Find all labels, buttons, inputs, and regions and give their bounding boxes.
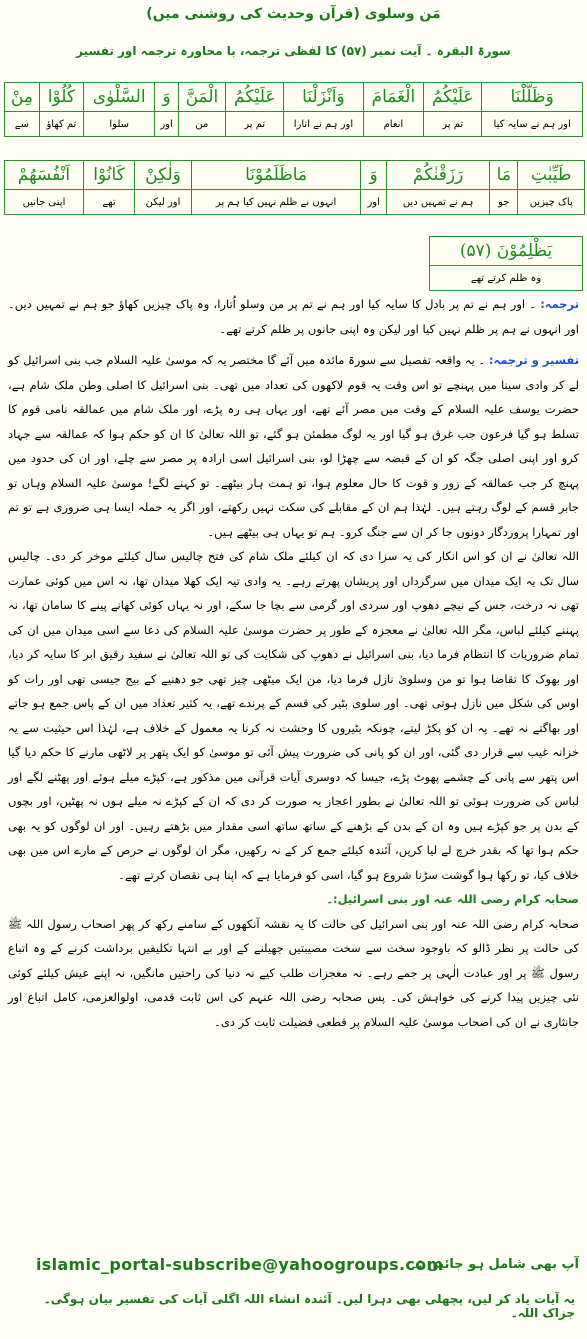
urdu-meaning: جو	[490, 190, 518, 215]
tafsir-paragraph-1: ۔ یہ واقعہ تفصیل سے سورۃ مائدہ میں آئے گا مختصر یہ کہ موسیٰ علیہ السلام جب بنی اسرائیل کو لے کر وادی سینا میں پہنچے تو اس وقت یہ قوم لاکھوں کی تعداد میں تھی۔ بنی اسرائیل کا اصلی وطن ملک شام ہے، حضرت یوسف علیہ السلام کے وقت میں مصر آئے تھے، اور یہاں ہی رہ پڑے، اور ملک شام میں عمالقہ نامی قوم کا تسلط ہو گیا فرعون جب غرق ہو گیا اور یہ لوگ مطمئن ہو گئے، تو اللہ تعالیٰ کا ان کو حکم ہوا کہ عمالقہ سے جہاد کرو اور اپنی اصلی جگہ کو ان کے قبضہ سے چھڑا لو، بنی اسرائیل اسی ارادہ پر مصر سے چلے، اور ان کی حدود میں پہنچ کر جب عمالقہ کے زور و قوت کا حال معلوم ہوا، تو ہمت ہار بیٹھے۔ تو کہنے لگے! موسیٰ علیہ السلام وہاں تو جابر قسم کے لوگ رہتے ہیں۔ لہٰذا ہم ان کے مقابلے کی سکت نہیں رکھتے، اور اگر یہ حملہ ایسا ہی ضروری ہے تو تم اور تمہارا پروردگار دونوں جا کر ان سے جنگ کرو۔ ہم تو یہاں ہی بیٹھے ہیں۔	[8, 353, 579, 539]
arabic-word: كُلُوْا	[39, 83, 83, 112]
arabic-word: الْمَنَّ	[178, 83, 225, 112]
subscribe-row	[8, 1255, 579, 1279]
urdu-meaning: تم پر	[226, 112, 284, 137]
urdu-meaning: تم کھاؤ	[39, 112, 83, 137]
urdu-meaning: اور	[155, 112, 178, 137]
arabic-row	[430, 237, 583, 266]
tafsir-section	[8, 348, 579, 1034]
arabic-word: وَظَلَّلْنَا	[482, 83, 583, 112]
arabic-word: وَ	[155, 83, 178, 112]
arabic-word: طَيِّبٰتِ	[518, 161, 585, 190]
translation-text: ۔ اور ہم نے تم پر بادل کا سایہ کیا اور ہم نے تم پر من وسلو اُتارا، وہ پاک چیزیں کھاؤ جو ہم نے تمہیں دیں۔ اور انہوں نے ہم پر ظلم نہیں کیا اور لیکن وہ اپنی جانوں پر ظلم کرتے تھے۔	[8, 297, 579, 336]
urdu-meaning: تھے	[83, 190, 134, 215]
tafsir-label: تفسیر و ترجمہ:	[488, 353, 580, 367]
arabic-row	[5, 161, 585, 190]
urdu-meaning: اور ہم نے سایہ کیا	[482, 112, 583, 137]
urdu-meaning: وہ ظلم کرتے تھے	[430, 266, 583, 291]
translation-paragraph	[8, 292, 579, 341]
urdu-meaning: اور ہم نے اتارا	[284, 112, 363, 137]
urdu-meaning: انہوں نے ظلم نہیں کیا ہم پر	[191, 190, 360, 215]
urdu-row	[430, 266, 583, 291]
arabic-word: عَلَيْكُمُ	[424, 83, 482, 112]
urdu-meaning: پاک چیزیں	[518, 190, 585, 215]
urdu-row	[5, 190, 585, 215]
translation-label: ترجمہ:	[540, 297, 579, 311]
urdu-meaning: اور	[361, 190, 387, 215]
urdu-meaning: سلوا	[83, 112, 155, 137]
arabic-word: مِنْ	[5, 83, 40, 112]
arabic-word: رَزَقْنٰكُمْ	[387, 161, 490, 190]
page-title: مَن وسلوی (قرآن وحدیث کی روشنی میں)	[146, 6, 441, 22]
arabic-word: يَظْلِمُوْنَ (۵۷)	[430, 237, 583, 266]
word-by-word-table-2	[4, 160, 585, 215]
arabic-row	[5, 83, 583, 112]
closing-note: یہ آیات یاد کر لیں، پچھلی بھی دہرا لیں۔ آئندہ انشاء اللہ اگلی آیات کی تفسیر بیان ہوگی۔ جزاک اللہ۔	[43, 1292, 575, 1320]
arabic-word: عَلَيْكُمُ	[226, 83, 284, 112]
arabic-word: وَلٰكِنْ	[135, 161, 192, 190]
subscribe-email-link[interactable]: islamic_portal-subscribe@yahoogroups.com	[36, 1255, 444, 1274]
arabic-word: الْغَمَامَ	[363, 83, 424, 112]
urdu-row	[5, 112, 583, 137]
urdu-meaning: من	[178, 112, 225, 137]
sahaba-heading: صحابہ کرام رضی اللہ عنہ اور بنی اسرائیل:۔	[326, 892, 579, 906]
page-subtitle: سورۃ البقرہ ۔ آیت نمبر (۵۷) کا لفظی ترجمہ، با محاورہ ترجمہ اور تفسیر	[76, 44, 511, 58]
join-label: آپ بھی شامل ہو جائیں :۔	[410, 1257, 579, 1272]
tafsir-paragraph-2: اللہ تعالیٰ نے ان کو اس انکار کی یہ سزا دی کہ ان کیلئے ملک شام کی فتح چالیس سال کیلئے موخر کر دی۔ چالیس سال تک یہ ایک میدان میں سرگرداں اور پریشان پھرتے رہے۔ یہ وادی تیہ ایک کھلا میدان تھا، نہ اس میں کوئی عمارت تھی نہ درخت، جس کے نیچے دھوپ اور سردی اور گرمی سے بچا جا سکے، اور نہ یہاں کوئی کھانے پینے کا سامان تھا، نہ پہننے کیلئے لباس، مگر اللہ تعالیٰ نے معجزہ کے طور پر حضرت موسیٰ علیہ السلام کی دعا سے اسی میدان میں ان کی تمام ضروریات کا انتظام فرما دیا، بنی اسرائیل نے دھوپ کی شکایت کی تو اللہ تعالیٰ نے سفید رقیق ابر کا سایہ کر دیا، اور بھوک کا تقاضا ہوا تو من وسلویٰ نازل فرما دیا، من ایک میٹھی چیز تھی جو دھنیے کے بیج جیسی تھی اور رات کو اوس کی شکل میں نازل ہوتی تھی۔ اور سلوی بٹیر کی قسم کے پرندے تھے، یہ کثیر تعداد میں ان کے پاس جمع ہو جاتے اور بھاگتے نہ تھے۔ یہ ان کو پکڑ لیتے، چونکہ بٹیروں کا وحشت نہ کرنا یہ معمول کے خلاف ہے، لہٰذا اس حیثیت سے یہ خزانہ غیب سے قرار دی گئی، اور ان کو پانی کی ضرورت پیش آئی تو موسیٰ کو ایک پتھر پر لاٹھی مارنے کا حکم دیا گیا اس پتھر سے پانی کے چشمے پھوٹ پڑے، جیسا کہ دوسری آیات قرآنی میں مذکور ہے، کپڑے میلے ہوئے اور پھٹنے لگے اور لباس کی ضرورت ہوئی تو اللہ تعالیٰ نے بطور اعجاز یہ صورت کر دی کہ ان کے کپڑے نہ میلے ہوں نہ پھٹیں، اور بچوں کے بدن پر جو کپڑے ہیں وہ ان کے بدن کے بڑھنے کے ساتھ ساتھ اسی مقدار میں بڑھتے رہیں۔ اور ان لوگوں کو یہ بھی حکم ہوا تھا کہ بقدر خرچ لے لیا کریں، آئندہ کیلئے جمع کر کے نہ رکھیں، مگر ان لوگوں نے حرص کے مارے اس میں بھی خلاف کیا، تو رکھا ہوا گوشت سڑنا شروع ہو گیا، اسی کو فرمایا ہے کہ اپنا ہی نقصان کرتے تھے۔	[8, 549, 579, 882]
word-by-word-table-3	[429, 236, 583, 291]
arabic-word: مَاظَلَمُوْنَا	[191, 161, 360, 190]
word-by-word-table-1	[4, 82, 583, 137]
arabic-word: السَّلْوٰى	[83, 83, 155, 112]
urdu-meaning: اور لیکن	[135, 190, 192, 215]
arabic-word: كَانُوْا	[83, 161, 134, 190]
urdu-meaning: سے	[5, 112, 40, 137]
sahaba-paragraph: صحابہ کرام رضی اللہ عنہ اور بنی اسرائیل کی حالت کا یہ نقشہ آنکھوں کے سامنے رکھ کر پھر اصحاب رسول اللہ ﷺ کی حالت پر نظر ڈالو کہ باوجود سخت سے سخت مصیبتیں جھیلنے کے اور بے انتہا تکلیفیں برداشت کرنے کے وہ اتباع رسول ﷺ پر اور عبادت الٰہی پر جمے رہے۔ نہ معجزات طلب کیے نہ دنیا کی راحتیں مانگیں، نہ اپنے عیش کیلئے کوئی نئی چیزیں پیدا کرنے کی خواہش کی۔ پس صحابہ رضی اللہ عنہم کی اس ثابت قدمی، اولوالعزمی، کامل اتباع اور جانثاری نے ان کی اصحاب موسیٰ علیہ السلام پر قطعی فضیلت ثابت کر دی۔	[8, 916, 579, 1029]
urdu-meaning: انعام	[363, 112, 424, 137]
urdu-meaning: اپنی جانیں	[5, 190, 84, 215]
arabic-word: اَنْفُسَهُمْ	[5, 161, 84, 190]
arabic-word: وَ	[361, 161, 387, 190]
arabic-word: وَاَنْزَلْنَا	[284, 83, 363, 112]
arabic-word: مَا	[490, 161, 518, 190]
urdu-meaning: ہم نے تمہیں دیں	[387, 190, 490, 215]
urdu-meaning: تم پر	[424, 112, 482, 137]
